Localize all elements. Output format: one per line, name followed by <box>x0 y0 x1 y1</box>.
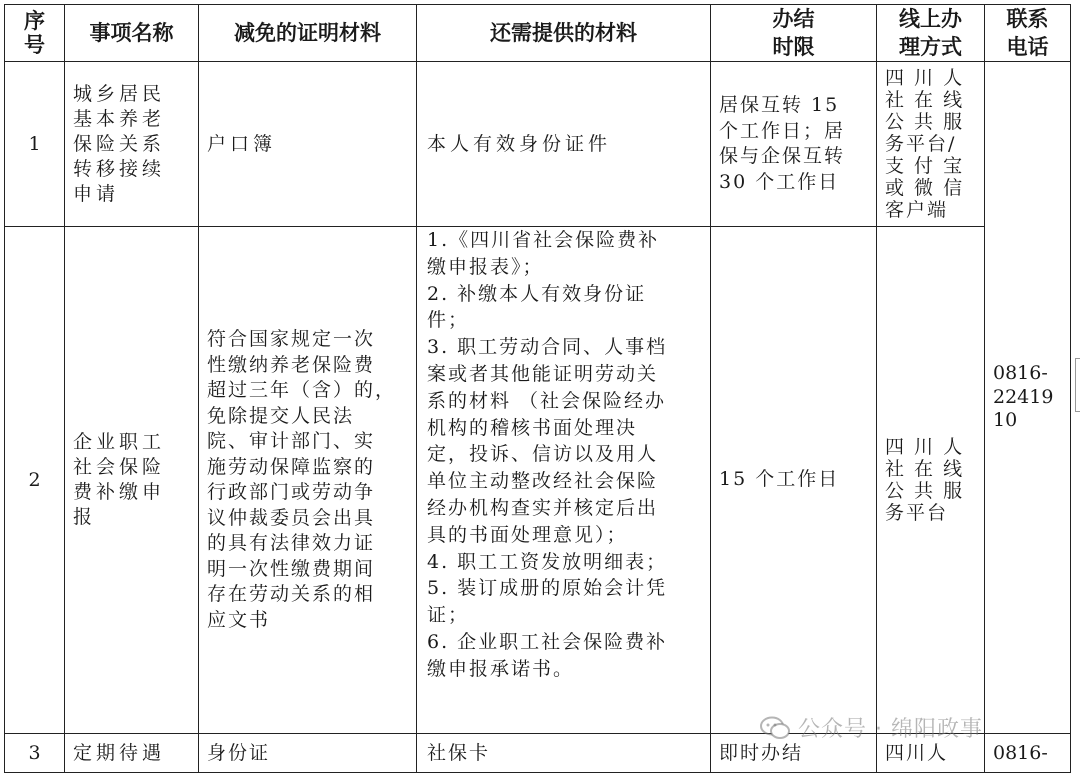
shared-phone-cell: 0816- 22419 10 <box>985 62 1071 734</box>
online-method-cell: 四 川 人 社 在 线 公 共 服 务平台/ 支 付 宝 或 微 信 客户端 <box>877 62 985 227</box>
page-edge-marker <box>1075 358 1080 412</box>
exempt-materials-cell: 户口簿 <box>199 62 417 227</box>
time-limit-cell: 即时办结 <box>711 734 877 773</box>
item-name-cell: 企业职工 社会保险 费补缴申 报 <box>65 227 199 734</box>
header-exempt-materials: 减免的证明材料 <box>199 5 417 62</box>
time-limit-cell: 居保互转 15 个工作日；居 保与企保互转 30 个工作日 <box>711 62 877 227</box>
required-materials-cell: 社保卡 <box>417 734 711 773</box>
header-time-limit: 办结 时限 <box>711 5 877 62</box>
watermark-text: 公众号 · 绵阳政事 <box>798 717 983 742</box>
header-row <box>5 5 1071 62</box>
watermark <box>760 712 983 743</box>
table-row <box>5 62 1071 227</box>
exempt-materials-cell: 身份证 <box>199 734 417 773</box>
wechat-icon <box>760 716 790 740</box>
row-number: 3 <box>5 734 65 773</box>
required-materials-cell: 本人有效身份证件 <box>417 62 711 227</box>
header-no: 序 号 <box>5 5 65 62</box>
header-item-name: 事项名称 <box>65 5 199 62</box>
item-name-cell: 定期待遇 <box>65 734 199 773</box>
row-number: 2 <box>5 227 65 734</box>
item-name-cell: 城乡居民 基本养老 保险关系 转移接续 申请 <box>65 62 199 227</box>
time-limit-cell: 15 个工作日 <box>711 227 877 734</box>
online-method-cell: 四川人 <box>877 734 985 773</box>
exempt-materials-cell: 符合国家规定一次 性缴纳养老保险费 超过三年（含）的， 免除提交人民法 院、审计部门、实 施劳动保障监察的 行政部门或劳动争 议仲裁委员会出具 的具有法律效力证 明一次性缴费期间 存在劳动关系的相 应文书 <box>199 227 417 734</box>
service-items-table <box>4 4 1071 773</box>
online-method-cell: 四 川 人 社 在 线 公 共 服 务平台 <box>877 227 985 734</box>
phone-cell: 0816- <box>985 734 1071 773</box>
header-required-materials: 还需提供的材料 <box>417 5 711 62</box>
header-phone: 联系 电话 <box>985 5 1071 62</box>
row-number: 1 <box>5 62 65 227</box>
header-online-method: 线上办 理方式 <box>877 5 985 62</box>
table-row <box>5 227 1071 734</box>
required-materials-cell: 1.《四川省社会保险费补 缴申报表》； 2. 补缴本人有效身份证 件； 3. 职工劳动合同、人事档 案或者其他能证明劳动关 系的材料 （社会保险经办 机构的稽核书面处理决 定，投诉、信访以及用人 单位主动整改经社会保险 经办机构查实并核定后出 具的书面处理意见）； 4. 职工工资发放明细表； 5. 装订成册的原始会计凭 证； 6. 企业职工社会保险费补 缴申报承诺书。 <box>417 227 711 734</box>
